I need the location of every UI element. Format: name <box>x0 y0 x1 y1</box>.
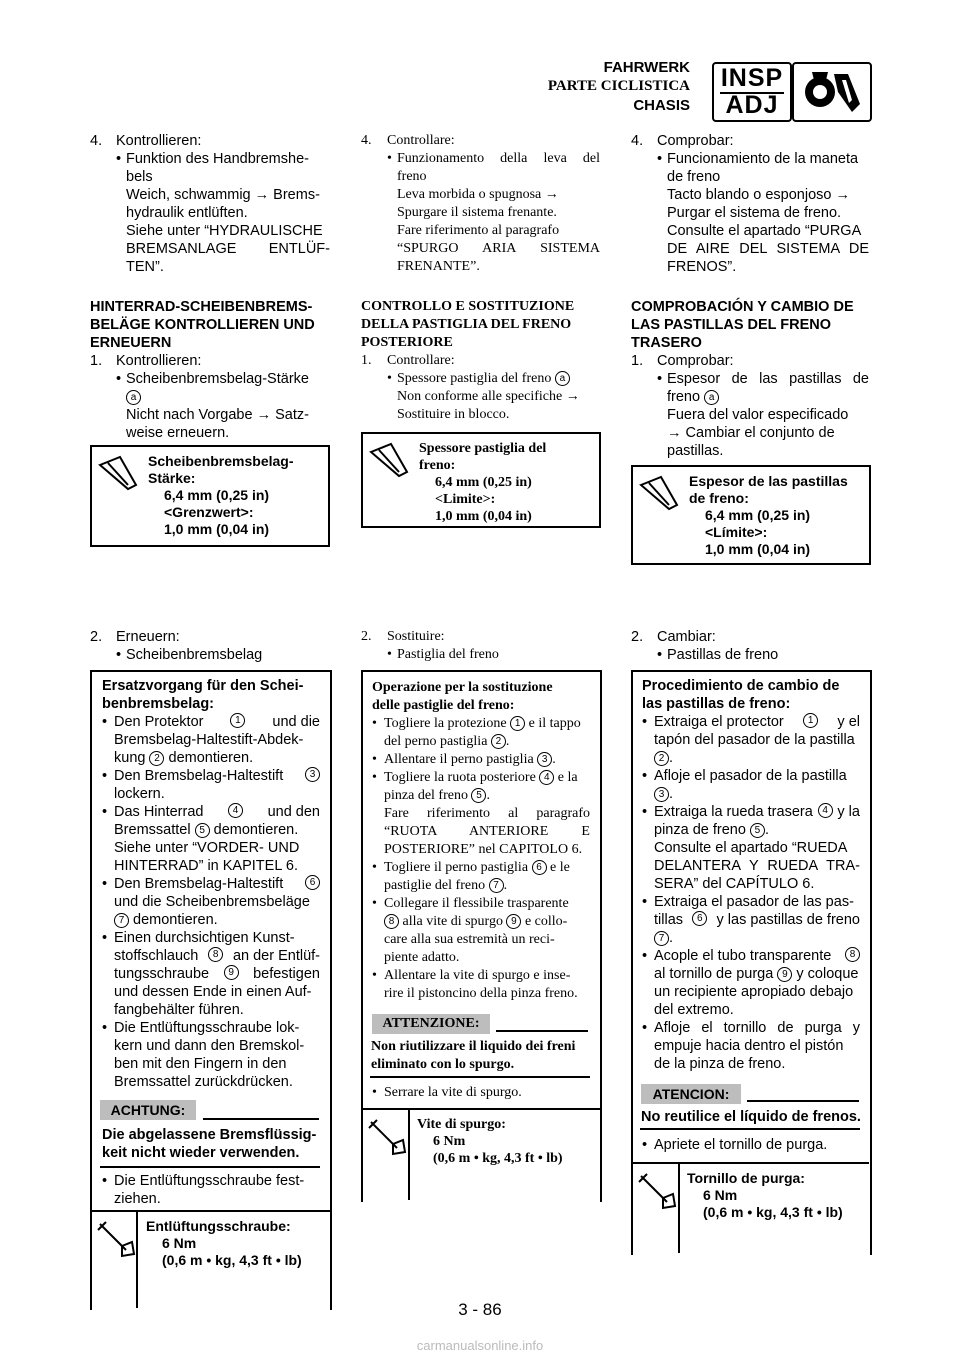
it-step-tighten: • Serrare la vite di spurgo. <box>372 1084 590 1102</box>
it-torque-divider <box>408 1108 410 1200</box>
es-warning-rule <box>747 1100 859 1102</box>
es-section-heading: COMPROBACIÓN Y CAMBIO DE LAS PASTILLAS DEL FRENO TRASERO <box>631 299 854 351</box>
de-spec-box: Scheibenbremsbelag- Stärke: 6,4 mm (0,25 in) <Grenzwert>: 1,0 mm (0,04 in) <box>90 445 330 547</box>
caliper-icon <box>639 475 679 511</box>
es-warning-label: ATENCION: <box>641 1084 741 1104</box>
it-section-heading: CONTROLLO E SOSTITUZIONE DELLA PASTIGLIA DEL FRENO POSTERIORE <box>361 299 575 350</box>
wrench-icon <box>792 62 872 122</box>
caliper-icon <box>98 455 138 491</box>
es-step2: 2. Cambiar: • Pastillas de freno <box>631 628 869 664</box>
de-step1: 1. Kontrollieren: • Scheibenbremsbelag-Stärke a Nicht nach Vorgabe → Satz- weise erneuern. <box>90 352 330 442</box>
header-it: PARTE CICLISTICA <box>547 78 690 94</box>
es-torque-spec: Tornillo de purga: 6 Nm (0,6 m • kg, 4,3 ft • lb) <box>631 1162 869 1224</box>
badge-insp: INSP <box>720 64 784 92</box>
header-de: FAHRWERK <box>603 59 690 76</box>
it-warning-text: Non riutilizzare il liquido dei freni eliminato con lo spurgo. <box>371 1039 576 1072</box>
it-torque-spec: Vite di spurgo: 6 Nm (0,6 m • kg, 4,3 ft • lb) <box>361 1108 600 1170</box>
torque-wrench-icon <box>637 1172 677 1212</box>
de-section-heading: HINTERRAD-SCHEIBENBREMS- BELÄGE KONTROLLIEREN UND ERNEUERN <box>90 299 315 351</box>
torque-wrench-icon <box>367 1118 407 1158</box>
header-es: CHASIS <box>633 97 690 114</box>
it-step4: 4. Controllare: • Funzionamento della leva del freno Leva morbida o spugnosa → Spurgare il sistema frenante. Fare riferimento al paragrafo “SPURGO ARIA SISTEMA FRENANTE”. <box>361 132 600 276</box>
it-procedure: Operazione per la sostituzione delle pastiglie del freno: • Togliere la protezione 1 e il tappo del perno pastiglia 2 . • Allentare il perno pastiglia 3 . • Togliere la ruota posteriore 4 e la pinza del freno 5 . Fare riferimento al paragrafo “RUOTA ANTERIORE E POSTERIORE” nel CAPITOLO 6. • Togliere il perno pastiglia 6 e le pastiglie del freno 7 . • Collegare il flessibile trasparente 8 alla vite di spurgo 9 e collo- care alla sua estremità un reci- piente adatto. • Allentare la vite di spurgo e inse- rire il pistoncino della pinza freno. <box>372 679 590 1003</box>
es-procedure: Procedimiento de cambio de las pastillas de freno: • Extraiga el protector 1 y el tapón del pasador de la pastilla 2 . • Afloje el pasador de la pastilla 3 . • Extraiga la rueda trasera 4 y la pinza de freno 5 . Consulte el apartado “RUEDA DELANTERA Y RUEDA TRA- SERA” del CAPÍTULO 6. • Extraiga el pasador de las pas- tillas 6 y las pastillas de freno 7 . • Acople el tubo transparente 8 al tornillo de purga 9 y coloque un recipiente apropiado debajo del extremo. • Afloje el tornillo de purga y empuje hacia dentro el pistón de la pinza de freno. <box>642 677 860 1073</box>
callout-a: a <box>555 371 570 386</box>
de-warning-text: Die abgelassene Bremsflüssig- keit nicht wieder verwenden. <box>102 1127 317 1161</box>
section-header <box>480 58 690 115</box>
es-torque-divider <box>678 1162 680 1253</box>
it-warning-rule <box>496 1030 588 1032</box>
footer-watermark: carmanualsonline.info <box>416 1338 544 1353</box>
it-step2: 2. Sostituire: • Pastiglia del freno <box>361 628 600 664</box>
es-step-tighten: • Apriete el tornillo de purga. <box>642 1136 860 1154</box>
it-warning-end-rule <box>370 1076 590 1078</box>
insp-adj-badge <box>712 62 792 122</box>
callout-a: a <box>704 390 719 405</box>
de-step4: 4. Kontrollieren: • Funktion des Handbremshe- bels Weich, schwammig → Brems- hydraulik entlüften. Siehe unter “HYDRAULISCHE BREMSANLAGE ENTLÜF- TEN”. <box>90 132 330 276</box>
page-number: 3 - 86 <box>458 1300 502 1319</box>
it-step1: 1. Controllare: • Spessore pastiglia del freno a Non conforme alle specifiche → Sostituire in blocco. <box>361 352 600 424</box>
es-step1: 1. Comprobar: • Espesor de las pastillas de freno a Fuera del valor especificado → Cambiar el conjunto de pastillas. <box>631 352 869 460</box>
it-spec-box: Spessore pastiglia del freno: 6,4 mm (0,25 in) <Limite>: 1,0 mm (0,04 in) <box>361 432 601 528</box>
es-spec-box: Espesor de las pastillas de freno: 6,4 mm (0,25 in) <Límite>: 1,0 mm (0,04 in) <box>631 465 871 565</box>
es-warning-text: No reutilice el líquido de frenos. <box>641 1109 861 1125</box>
es-step4: 4. Comprobar: • Funcionamiento de la maneta de freno Tacto blando o esponjoso → Purgar el sistema de freno. Consulte el apartado “PURGA DE AIRE DEL SISTEMA DE FRENOS”. <box>631 132 869 276</box>
de-torque-spec: Entlüftungsschraube: 6 Nm (0,6 m • kg, 4,3 ft • lb) <box>90 1210 330 1272</box>
de-step2: 2. Erneuern: • Scheibenbremsbelag <box>90 628 330 664</box>
callout-a: a <box>126 390 141 405</box>
badge-adj: ADJ <box>725 91 779 119</box>
de-warning-end-rule <box>100 1166 320 1168</box>
de-procedure: Ersatzvorgang für den Schei- benbremsbelag: • Den Protektor 1 und die Bremsbelag-Haltestift-Abdek- kung 2 demontieren. • Den Bremsbelag-Haltestift 3 lockern. • Das Hinterrad 4 und den Bremssattel 5 demontieren. Siehe unter “VORDER- UND HINTERRAD” in KAPITEL 6. • Den Bremsbelag-Haltestift 6 und die Scheibenbremsbeläge 7 demontieren. • Einen durchsichtigen Kunst- stoffschlauch 8 an der Entlüf- tungsschraube 9 befestigen und dessen Ende in einen Auf- fangbehälter führen. • Die Entlüftungsschraube lok- kern und dann den Bremskol- ben mit den Fingern in den Bremssattel zurückdrücken. <box>102 677 320 1091</box>
de-torque-divider <box>136 1210 138 1308</box>
es-warning-end-rule <box>640 1128 860 1130</box>
de-step-tighten: • Die Entlüftungsschraube fest- ziehen. <box>102 1172 320 1208</box>
de-warning-label: ACHTUNG: <box>100 1100 196 1120</box>
caliper-icon <box>369 442 409 478</box>
de-warning-rule <box>203 1118 319 1120</box>
torque-wrench-icon <box>96 1220 136 1260</box>
it-warning-label: ATTENZIONE: <box>372 1014 490 1034</box>
